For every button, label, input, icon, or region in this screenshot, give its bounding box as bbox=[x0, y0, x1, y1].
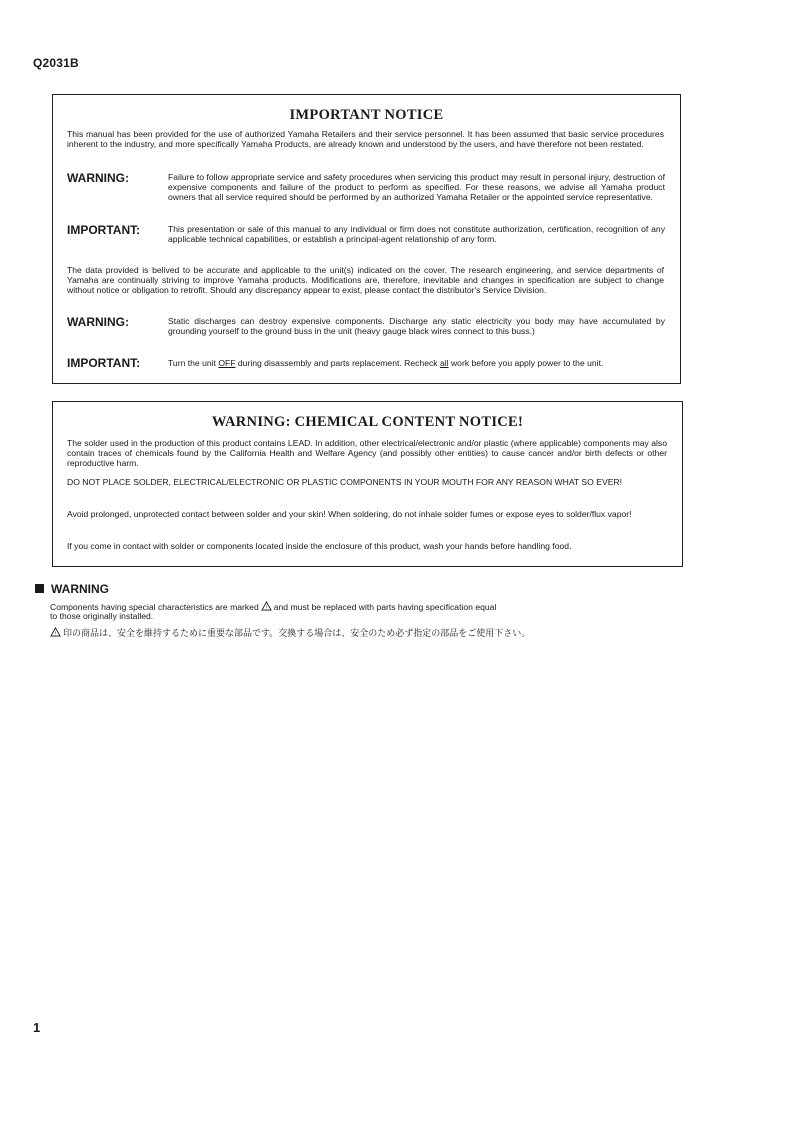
important-text-2: Turn the unit OFF during disassembly and parts replacement. Recheck all work before you apply power to the unit. bbox=[168, 358, 604, 368]
page-number: 1 bbox=[33, 1020, 41, 1035]
chemical-paragraph-3: Avoid prolonged, unprotected contact between solder and your skin! When soldering, do not inhale solder fumes or expose eyes to solder/flux vapor! bbox=[67, 509, 632, 519]
japanese-warning: ! 印の商品は、安全を維持するために重要な部品です。交換する場合は、安全のため必ず指定の部品をご使用下さい。 bbox=[50, 626, 530, 639]
warning-section-heading: WARNING bbox=[35, 582, 109, 596]
all-emphasis: all bbox=[439, 358, 449, 368]
chemical-paragraph-2: DO NOT PLACE SOLDER, ELECTRICAL/ELECTRONIC OR PLASTIC COMPONENTS IN YOUR MOUTH FOR ANY REASON WHAT SO EVER! bbox=[67, 477, 623, 487]
caution-triangle-icon bbox=[261, 601, 272, 611]
important-label-1: IMPORTANT: bbox=[67, 223, 141, 237]
caution-triangle-icon bbox=[50, 627, 61, 637]
warning-section-line-1: Components having special characteristics are marked ! and must be replaced with parts having specification equal bbox=[50, 602, 497, 612]
off-emphasis: OFF bbox=[218, 358, 236, 368]
svg-text:!: ! bbox=[265, 605, 267, 611]
important-label-2: IMPORTANT: bbox=[67, 356, 141, 370]
model-code: Q2031B bbox=[33, 56, 79, 70]
data-paragraph: The data provided is belived to be accurate and applicable to the unit(s) indicated on the cover. The research engineering, and service departments of Yamaha are continually striving to improve Yamaha products. Modifications are, therefore, inevitable and changes in specification are subject to change without notice or obligation to retrofit. Should any discrepancy appear to exist, please contact the distributor's Service Division. bbox=[67, 265, 664, 295]
important-text-1: This presentation or sale of this manual to any individual or firm does not constitute authorization, certification, recognition of any applicable technical capabilities, or establish a principal-agent relationship of any form. bbox=[168, 224, 665, 244]
warning-section-line-2: to those originally installed. bbox=[50, 611, 154, 621]
important-notice-box bbox=[52, 94, 681, 384]
warning-label-2: WARNING: bbox=[67, 315, 129, 329]
warning-label-1: WARNING: bbox=[67, 171, 129, 185]
warning-text-1: Failure to follow appropriate service and safety procedures when servicing this product may result in personal injury, destruction of expensive components and failure of the product to perform as specified. For these reasons, we advise all Yamaha product owners that all service required should be performed by an authorized Yamaha Retailer or the appointed service representative. bbox=[168, 172, 665, 202]
chemical-paragraph-4: If you come in contact with solder or components located inside the enclosure of this product, wash your hands before handling food. bbox=[67, 541, 572, 551]
chemical-paragraph-1: The solder used in the production of this product contains LEAD. In addition, other electrical/electronic and/or plastic (where applicable) components may also contain traces of chemicals found by the California Health and Welfare Agency (and possibly other entities) to cause cancer and/or birth defects or other reproductive harm. bbox=[67, 438, 667, 468]
chemical-notice-box bbox=[52, 401, 683, 567]
warning-text-2: Static discharges can destroy expensive components. Discharge any static electricity you body may have accumulated by grounding yourself to the ground buss in the unit (heavy gauge black wires connect to this buss.) bbox=[168, 316, 665, 336]
svg-text:!: ! bbox=[54, 631, 57, 637]
intro-paragraph: This manual has been provided for the use of authorized Yamaha Retailers and their service personnel. It has been assumed that basic service procedures inherent to the industry, and more specifically Yamaha Products, are already known and understood by the users, and have therefore not been restated. bbox=[67, 129, 664, 149]
important-notice-title: IMPORTANT NOTICE bbox=[289, 107, 444, 123]
square-bullet-icon bbox=[35, 584, 44, 593]
chemical-notice-title: WARNING: CHEMICAL CONTENT NOTICE! bbox=[211, 414, 524, 430]
